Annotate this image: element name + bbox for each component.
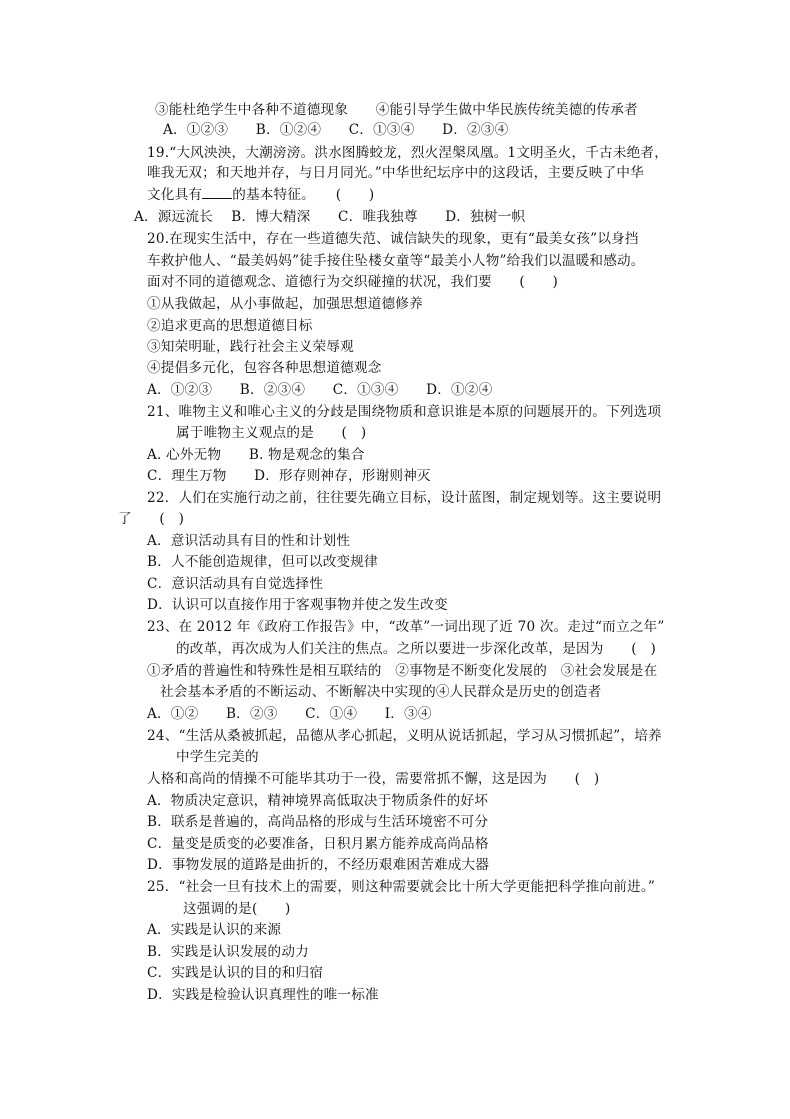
q22-choice-b: B．人不能创造规律，但可以改变规律 <box>147 554 378 570</box>
q23-options-line-2: 社会基本矛盾的不断运动、不断解决中实现的④人民群众是历史的创造者 <box>160 684 602 700</box>
q20-answer-choices: A．①②③ B．②③④ C．①③④ D．①②④ <box>147 382 493 398</box>
q22-stem-line-1: 22．人们在实施行动之前，往往要先确立目标，设计蓝图，制定规划等。这主要说明 <box>147 490 662 506</box>
q22-choice-a: A．意识活动具有目的性和计划性 <box>147 533 351 549</box>
q23-options-line-1: ①矛盾的普遍性和特殊性是相互联结的 ②事物是不断变化发展的 ③社会发展是在 <box>147 663 658 679</box>
q19-answer-choices: A．源远流长 B．博大精深 C．唯我独尊 D．独树一帜 <box>134 209 526 225</box>
q22-stem-line-2: 了 ( ) <box>118 511 185 527</box>
q25-choice-c: C．实践是认识的目的和归宿 <box>147 965 324 981</box>
q25-choice-d: D．实践是检验认识真理性的唯一标准 <box>147 987 379 1003</box>
q20-stem-line-3: 面对不同的道德观念、道德行为交织碰撞的状况，我们要 ( ) <box>147 274 559 290</box>
q22-choice-c: C．意识活动具有自觉选择性 <box>147 576 324 592</box>
q25-choice-a: A．实践是认识的来源 <box>147 922 282 938</box>
q21-stem-line-1: 21、唯物主义和唯心主义的分歧是围绕物质和意识谁是本原的问题展开的。下列选项 <box>147 404 662 420</box>
q25-stem-line-2: 这强调的是( ) <box>183 901 291 917</box>
q20-option-3: ③知荣明耻，践行社会主义荣辱观 <box>147 339 354 355</box>
q24-stem-line-2: 中学生完美的 <box>176 749 259 765</box>
q19-stem-text: 文化具有 <box>147 187 203 203</box>
q19-stem-tail: 的基本特征。 ( ) <box>232 187 375 203</box>
q22-choice-d: D．认识可以直接作用于客观事物并使之发生改变 <box>147 597 448 613</box>
q21-stem-line-2: 属于唯物主义观点的是 ( ) <box>176 425 367 441</box>
q19-stem-line-1: 19.“大风泱泱，大潮滂滂。洪水图腾蛟龙，烈火涅槃凤凰。1文明圣火，千古未绝者， <box>147 145 668 161</box>
q20-option-4: ④提倡多元化，包容各种思想道德观念 <box>147 360 382 376</box>
q21-choices-a-b: A. 心外无物 B. 物是观念的集合 <box>147 447 365 463</box>
q24-stem-line-3: 人格和高尚的情操不可能毕其功于一役，需要常抓不懈，这是因为 ( ) <box>147 771 600 787</box>
q20-stem-line-2: 车救护他人、“最美妈妈”徒手接住坠楼女童等“最美小人物”给我们以温暖和感动。 <box>147 253 645 269</box>
q18-option-line-3-4: ③能杜绝学生中各种不道德现象 ④能引导学生做中华民族传统美德的传承者 <box>155 102 638 118</box>
q24-stem-line-1: 24、“生活从桑被抓起，品德从孝心抓起，义明从说话抓起，学习从习惯抓起”，培养 <box>147 728 662 744</box>
q18-answer-choices: A．①②③ B．①②④ C．①③④ D．②③④ <box>163 122 509 138</box>
q24-choice-d: D．事物发展的道路是曲折的，不经历艰难困苦难成大器 <box>147 857 490 873</box>
q23-stem-line-1: 23、在 2012 年《政府工作报告》中，“改革”一词出现了近 70 次。走过“而立之年” <box>147 619 665 635</box>
q24-choice-a: A．物质决定意识，精神境界高低取决于物质条件的好坏 <box>147 793 489 809</box>
q21-choices-c-d: C．理生万物 D．形存则神存，形谢则神灭 <box>147 468 431 484</box>
q20-option-1: ①从我做起，从小事做起，加强思想道德修养 <box>147 296 423 312</box>
q25-choice-b: B．实践是认识发展的动力 <box>147 944 309 960</box>
q19-stem-line-3 <box>147 186 374 204</box>
q24-choice-c: C．量变是质变的必要准备，日积月累方能养成高尚品格 <box>147 836 489 852</box>
fill-in-blank <box>202 186 232 199</box>
q19-stem-line-2: 唯我无双；和天地并存，与日月同光。”中华世纪坛序中的这段话，主要反映了中华 <box>147 165 644 181</box>
q25-stem-line-1: 25．“社会一旦有技术上的需要，则这种需要就会比十所大学更能把科学推向前进。” <box>147 879 655 895</box>
q24-choice-b: B．联系是普遍的，高尚品格的形成与生活环境密不可分 <box>147 814 489 830</box>
q23-answer-choices: A．①② B．②③ C．①④ I．③④ <box>147 706 432 722</box>
q20-stem-line-1: 20.在现实生活中，存在一些道德失范、诚信缺失的现象，更有“最美女孩”以身挡 <box>147 231 639 247</box>
q20-option-2: ②追求更高的思想道德目标 <box>147 318 313 334</box>
q23-stem-line-2: 的改革，再次成为人们关注的焦点。之所以要进一步深化改革，是因为 ( ) <box>176 641 656 657</box>
